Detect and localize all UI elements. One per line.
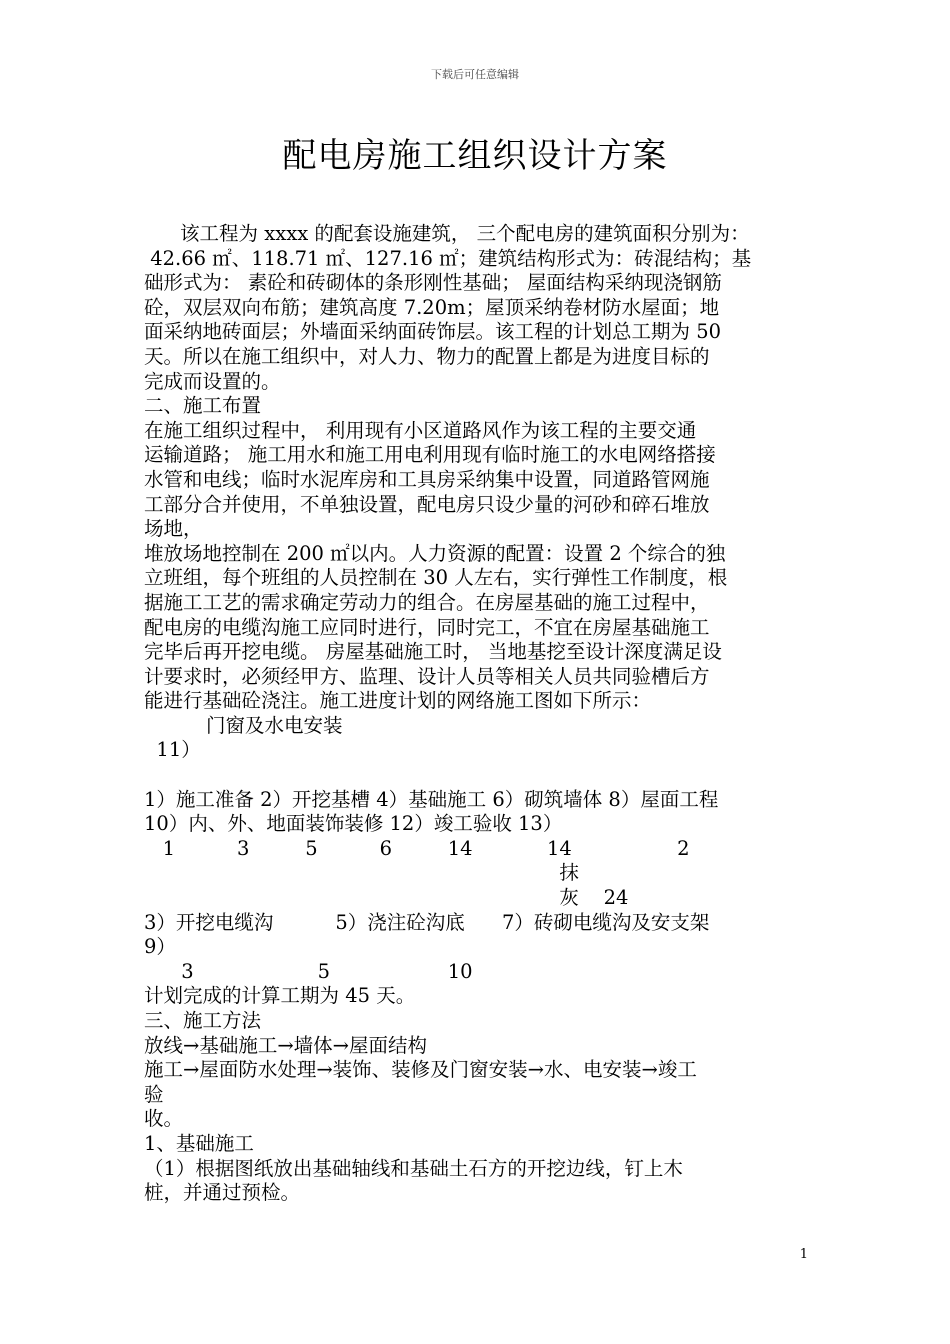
document-body [144, 222, 824, 1206]
body-line: 放线→基础施工→墙体→屋面结构 [144, 1033, 428, 1057]
body-line: （1）根据图纸放出基础轴线和基础土石方的开挖边线，钉上木 [144, 1156, 683, 1180]
body-line: 水管和电线；临时水泥库房和工具房采纳集中设置，同道路管网施 [144, 467, 710, 491]
body-line: 面采纳地砖面层；外墙面采纳面砖饰层。该工程的计划总工期为 50 [144, 320, 722, 344]
network-diagram-line: 抹 [144, 861, 579, 885]
network-diagram-line: 门窗及水电安装 [144, 713, 343, 737]
network-diagram-line: 11） [144, 738, 201, 762]
body-line: 验 [144, 1082, 164, 1106]
body-line: 42.66 ㎡、118.71 ㎡、127.16 ㎡；建筑结构形式为：砖混结构；基 [144, 246, 752, 270]
network-diagram-line: 10）内、外、地面装饰装修 12）竣工验收 13） [144, 812, 563, 836]
subsection-heading: 1、基础施工 [144, 1131, 254, 1155]
body-line: 础形式为： 素砼和砖砌体的条形刚性基础； 屋面结构采纳现浇钢筋 [144, 271, 722, 295]
body-line: 能进行基础砼浇注。施工进度计划的网络施工图如下所示： [144, 689, 652, 713]
blank-line [144, 763, 824, 788]
network-diagram-line: 3 5 10 [144, 959, 473, 983]
body-line: 配电房的电缆沟施工应同时进行，同时完工，不宜在房屋基础施工 [144, 615, 710, 639]
body-line: 桩，并通过预检。 [144, 1181, 301, 1205]
body-line: 据施工工艺的需求确定劳动力的组合。在房屋基础的施工过程中， [144, 590, 710, 614]
body-line: 天。所以在施工组织中，对人力、物力的配置上都是为进度目标的 [144, 344, 710, 368]
body-line: 立班组，每个班组的人员控制在 30 人左右，实行弹性工作制度，根 [144, 566, 728, 590]
body-line: 堆放场地控制在 200 ㎡以内。人力资源的配置：设置 2 个综合的独 [144, 541, 726, 565]
body-line: 工部分合并使用，不单独设置，配电房只设少量的河砂和碎石堆放 [144, 492, 710, 516]
network-diagram-line: 1 3 5 6 14 14 2 [144, 836, 690, 860]
network-diagram-line: 灰 24 [144, 886, 629, 910]
body-line: 计要求时，必须经甲方、监理、设计人员等相关人员共同验槽后方 [144, 664, 710, 688]
body-line: 施工→屋面防水处理→装饰、装修及门窗安装→水、电安装→竣工 [144, 1058, 697, 1082]
body-line: 完成而设置的。 [144, 369, 281, 393]
body-line: 收。 [144, 1107, 184, 1131]
section-heading: 二、施工布置 [144, 394, 262, 418]
network-diagram-line: 9） [144, 935, 176, 959]
body-line: 运输道路； 施工用水和施工用电利用现有临时施工的水电网络搭接 [144, 443, 716, 467]
body-line: 该工程为 xxxx 的配套设施建筑， 三个配电房的建筑面积分别为： [180, 222, 750, 245]
section-heading: 三、施工方法 [144, 1009, 262, 1032]
body-line: 在施工组织过程中， 利用现有小区道路风作为该工程的主要交通 [144, 418, 697, 442]
body-line: 完毕后再开挖电缆。 房屋基础施工时， 当地基挖至设计深度满足设 [144, 640, 722, 664]
document-title: 配电房施工组织设计方案 [282, 136, 668, 176]
page-header: 下载后可任意编辑 [431, 68, 519, 81]
page-number: 1 [799, 1247, 808, 1262]
body-line: 砼，双层双向布筋；建筑高度 7.20m；屋顶采纳卷材防水屋面；地 [144, 295, 720, 319]
network-diagram-line: 3）开挖电缆沟 5）浇注砼沟底 7）砖砌电缆沟及安支架 [144, 910, 710, 934]
network-diagram-line: 1）施工准备 2）开挖基槽 4）基础施工 6）砌筑墙体 8）屋面工程 [144, 787, 719, 811]
body-line: 计划完成的计算工期为 45 天。 [144, 984, 416, 1008]
body-line: 场地， [144, 517, 203, 541]
